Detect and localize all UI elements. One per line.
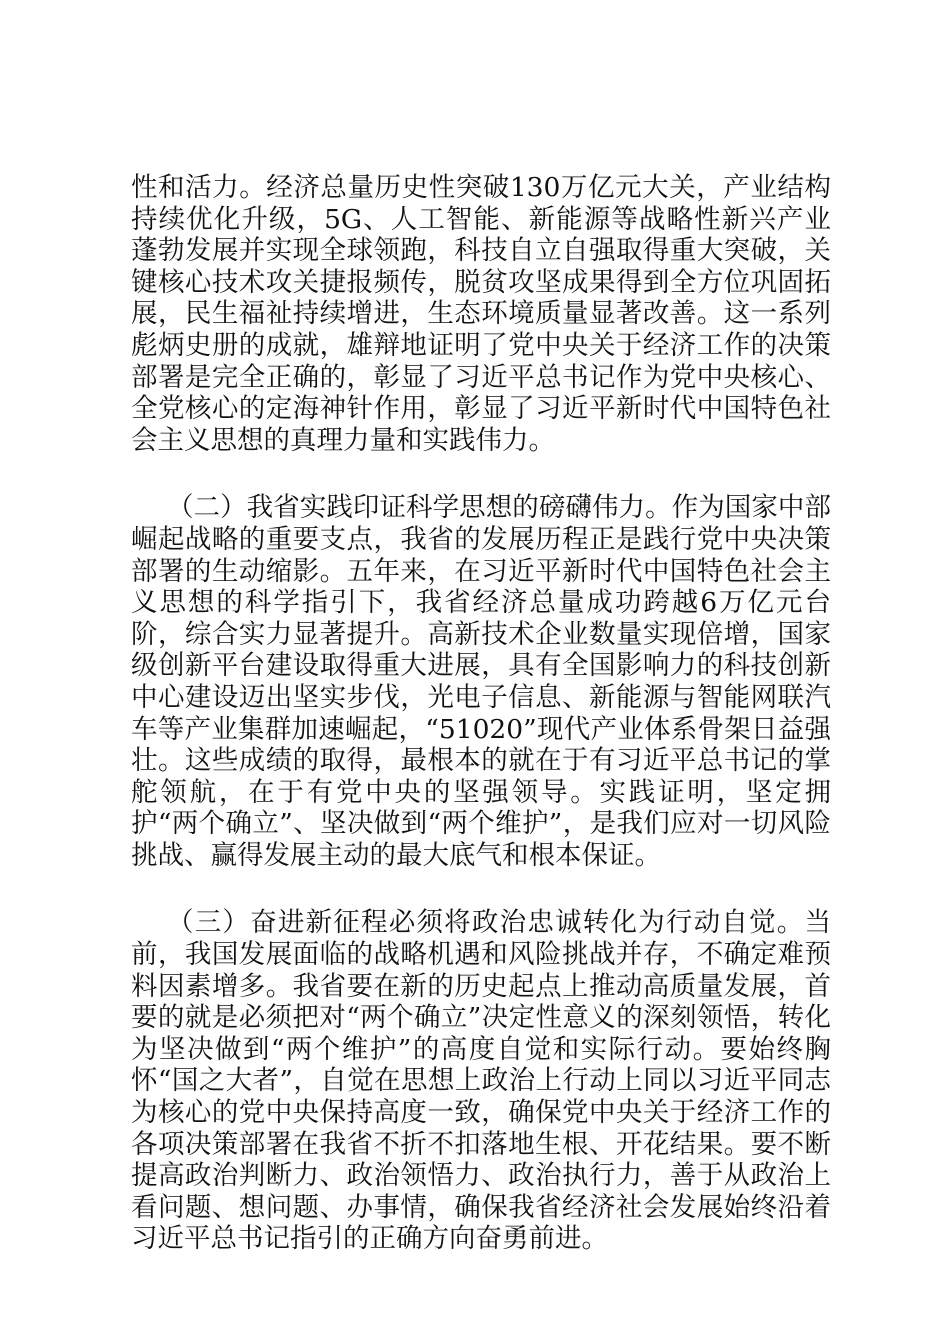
paragraph-section-three: （三）奋进新征程必须将政治忠诚转化为行动自觉。当前，我国发展面临的战略机遇和风险挑战并存，不确定难预料因素增多。我省要在新的历史起点上推动高质量发展，首要的就是必须把对“两个确立”决定性意义的深刻领悟，转化为坚决做到“两个维护”的高度自觉和实际行动。要始终胸怀“国之大者”，自觉在思想上政治上行动上同以习近平同志为核心的党中央保持高度一致，确保党中央关于经济工作的各项决策部署在我省不折不扣落地生根、开花结果。要不断提高政治判断力、政治领悟力、政治执行力，善于从政治上看问题、想问题、办事情，确保我省经济社会发展始终沿着习近平总书记指引的正确方向奋勇前进。 [131,907,831,1255]
paragraph-section-two: （二）我省实践印证科学思想的磅礴伟力。作为国家中部崛起战略的重要支点，我省的发展历程正是践行党中央决策部署的生动缩影。五年来，在习近平新时代中国特色社会主义思想的科学指引下，我省经济总量成功跨越6万亿元台阶，综合实力显著提升。高新技术企业数量实现倍增，国家级创新平台建设取得重大进展，具有全国影响力的科技创新中心建设迈出坚实步伐，光电子信息、新能源与智能网联汽车等产业集群加速崛起，“51020”现代产业体系骨架日益强壮。这些成绩的取得，最根本的就在于有习近平总书记的掌舵领航，在于有党中央的坚强领导。实践证明，坚定拥护“两个确立”、坚决做到“两个维护”，是我们应对一切风险挑战、赢得发展主动的最大底气和根本保证。 [131,492,831,871]
paragraph-continuation: 性和活力。经济总量历史性突破130万亿元大关，产业结构持续优化升级，5G、人工智能、新能源等战略性新兴产业蓬勃发展并实现全球领跑，科技自立自强取得重大突破，关键核心技术攻关捷报频传，脱贫攻坚成果得到全方位巩固拓展，民生福祉持续增进，生态环境质量显著改善。这一系列彪炳史册的成就，雄辩地证明了党中央关于经济工作的决策部署是完全正确的，彰显了习近平总书记作为党中央核心、全党核心的定海神针作用，彰显了习近平新时代中国特色社会主义思想的真理力量和实践伟力。 [131,172,831,456]
document-body [131,172,831,1291]
